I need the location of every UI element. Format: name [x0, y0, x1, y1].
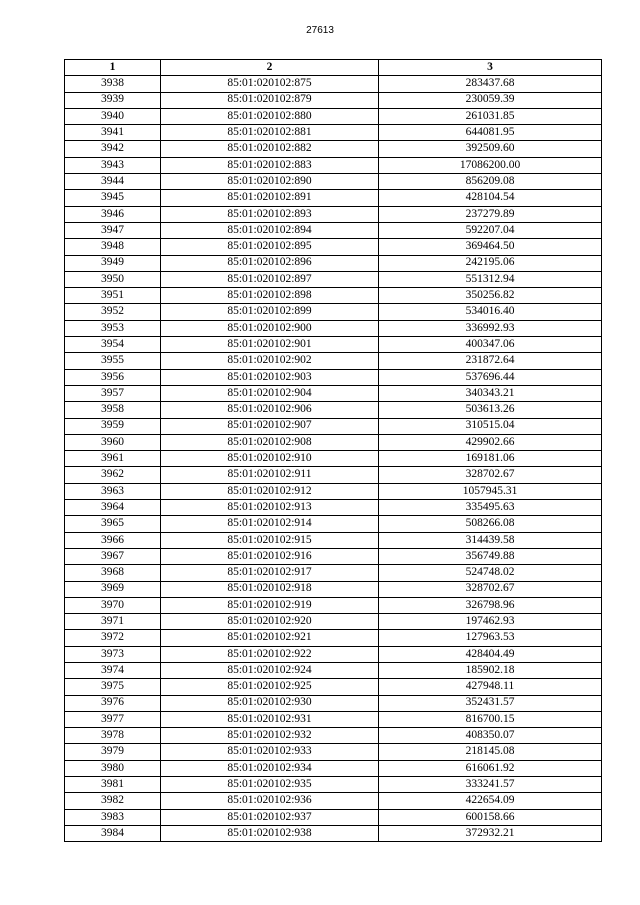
cadastral-number-cell: 85:01:020102:920: [161, 614, 379, 630]
cadastral-number-cell: 85:01:020102:897: [161, 271, 379, 287]
table-row: [65, 597, 602, 613]
row-number-cell: 3964: [65, 500, 161, 516]
table-row: [65, 809, 602, 825]
row-number-cell: 3947: [65, 222, 161, 238]
row-number-cell: 3949: [65, 255, 161, 271]
value-cell: 408350.07: [379, 728, 602, 744]
table-row: [65, 255, 602, 271]
value-cell: 600158.66: [379, 809, 602, 825]
table-row: [65, 630, 602, 646]
cadastral-number-cell: 85:01:020102:919: [161, 597, 379, 613]
cadastral-number-cell: 85:01:020102:915: [161, 532, 379, 548]
row-number-cell: 3944: [65, 174, 161, 190]
cadastral-number-cell: 85:01:020102:916: [161, 548, 379, 564]
table-row: [65, 744, 602, 760]
value-cell: 429902.66: [379, 434, 602, 450]
cadastral-number-cell: 85:01:020102:932: [161, 728, 379, 744]
cadastral-number-cell: 85:01:020102:902: [161, 353, 379, 369]
row-number-cell: 3956: [65, 369, 161, 385]
table-row: [65, 385, 602, 401]
row-number-cell: 3941: [65, 125, 161, 141]
cadastral-number-cell: 85:01:020102:936: [161, 793, 379, 809]
cadastral-number-cell: 85:01:020102:912: [161, 483, 379, 499]
table-row: [65, 728, 602, 744]
row-number-cell: 3951: [65, 288, 161, 304]
column-header-1: 1: [65, 60, 161, 76]
value-cell: 261031.85: [379, 108, 602, 124]
cadastral-number-cell: 85:01:020102:903: [161, 369, 379, 385]
row-number-cell: 3957: [65, 385, 161, 401]
cadastral-number-cell: 85:01:020102:925: [161, 679, 379, 695]
cadastral-number-cell: 85:01:020102:931: [161, 711, 379, 727]
table-row: [65, 467, 602, 483]
table-row: [65, 548, 602, 564]
row-number-cell: 3970: [65, 597, 161, 613]
table-row: [65, 141, 602, 157]
row-number-cell: 3938: [65, 76, 161, 92]
table-row: [65, 581, 602, 597]
table-row: [65, 777, 602, 793]
row-number-cell: 3976: [65, 695, 161, 711]
value-cell: 503613.26: [379, 402, 602, 418]
table-row: [65, 271, 602, 287]
value-cell: 400347.06: [379, 337, 602, 353]
row-number-cell: 3968: [65, 565, 161, 581]
table-row: [65, 402, 602, 418]
value-cell: 422654.09: [379, 793, 602, 809]
table-row: [65, 516, 602, 532]
row-number-cell: 3979: [65, 744, 161, 760]
cadastral-number-cell: 85:01:020102:898: [161, 288, 379, 304]
cadastral-number-cell: 85:01:020102:937: [161, 809, 379, 825]
cadastral-number-cell: 85:01:020102:930: [161, 695, 379, 711]
table-row: [65, 418, 602, 434]
cadastral-number-cell: 85:01:020102:895: [161, 239, 379, 255]
table-row: [65, 825, 602, 841]
cadastral-number-cell: 85:01:020102:899: [161, 304, 379, 320]
row-number-cell: 3945: [65, 190, 161, 206]
value-cell: 427948.11: [379, 679, 602, 695]
cadastral-number-cell: 85:01:020102:904: [161, 385, 379, 401]
cadastral-number-cell: 85:01:020102:934: [161, 760, 379, 776]
row-number-cell: 3983: [65, 809, 161, 825]
page-number: 27613: [306, 25, 334, 36]
header-row: [65, 60, 602, 76]
table-row: [65, 353, 602, 369]
cadastral-number-cell: 85:01:020102:935: [161, 777, 379, 793]
cadastral-number-cell: 85:01:020102:921: [161, 630, 379, 646]
row-number-cell: 3961: [65, 451, 161, 467]
value-cell: 310515.04: [379, 418, 602, 434]
table-row: [65, 695, 602, 711]
table-row: [65, 614, 602, 630]
value-cell: 283437.68: [379, 76, 602, 92]
row-number-cell: 3973: [65, 646, 161, 662]
table-row: [65, 646, 602, 662]
cadastral-number-cell: 85:01:020102:882: [161, 141, 379, 157]
cadastral-number-cell: 85:01:020102:933: [161, 744, 379, 760]
table-row: [65, 565, 602, 581]
row-number-cell: 3974: [65, 662, 161, 678]
table-row: [65, 451, 602, 467]
table-row: [65, 206, 602, 222]
cadastral-number-cell: 85:01:020102:917: [161, 565, 379, 581]
value-cell: 644081.95: [379, 125, 602, 141]
value-cell: 218145.08: [379, 744, 602, 760]
cadastral-number-cell: 85:01:020102:883: [161, 157, 379, 173]
row-number-cell: 3982: [65, 793, 161, 809]
value-cell: 230059.39: [379, 92, 602, 108]
cadastral-number-cell: 85:01:020102:875: [161, 76, 379, 92]
table-row: [65, 760, 602, 776]
row-number-cell: 3963: [65, 483, 161, 499]
cadastral-number-cell: 85:01:020102:893: [161, 206, 379, 222]
table-row: [65, 288, 602, 304]
cadastral-number-cell: 85:01:020102:924: [161, 662, 379, 678]
cadastral-number-cell: 85:01:020102:911: [161, 467, 379, 483]
table-row: [65, 483, 602, 499]
cadastral-number-cell: 85:01:020102:908: [161, 434, 379, 450]
value-cell: 352431.57: [379, 695, 602, 711]
row-number-cell: 3952: [65, 304, 161, 320]
value-cell: 428104.54: [379, 190, 602, 206]
row-number-cell: 3965: [65, 516, 161, 532]
value-cell: 508266.08: [379, 516, 602, 532]
cadastral-number-cell: 85:01:020102:880: [161, 108, 379, 124]
table-row: [65, 125, 602, 141]
table-row: [65, 157, 602, 173]
value-cell: 335495.63: [379, 500, 602, 516]
table-body: [65, 76, 602, 842]
cadastral-number-cell: 85:01:020102:881: [161, 125, 379, 141]
cadastral-number-cell: 85:01:020102:890: [161, 174, 379, 190]
row-number-cell: 3942: [65, 141, 161, 157]
row-number-cell: 3955: [65, 353, 161, 369]
row-number-cell: 3950: [65, 271, 161, 287]
row-number-cell: 3940: [65, 108, 161, 124]
row-number-cell: 3984: [65, 825, 161, 841]
cadastral-number-cell: 85:01:020102:901: [161, 337, 379, 353]
value-cell: 537696.44: [379, 369, 602, 385]
value-cell: 333241.57: [379, 777, 602, 793]
value-cell: 17086200.00: [379, 157, 602, 173]
table-row: [65, 532, 602, 548]
value-cell: 392509.60: [379, 141, 602, 157]
value-cell: 169181.06: [379, 451, 602, 467]
value-cell: 231872.64: [379, 353, 602, 369]
cadastral-number-cell: 85:01:020102:907: [161, 418, 379, 434]
table-row: [65, 793, 602, 809]
table-row: [65, 711, 602, 727]
table-row: [65, 679, 602, 695]
table-row: [65, 239, 602, 255]
value-cell: 127963.53: [379, 630, 602, 646]
row-number-cell: 3960: [65, 434, 161, 450]
row-number-cell: 3959: [65, 418, 161, 434]
data-table: [64, 59, 602, 842]
row-number-cell: 3975: [65, 679, 161, 695]
value-cell: 592207.04: [379, 222, 602, 238]
value-cell: 551312.94: [379, 271, 602, 287]
row-number-cell: 3954: [65, 337, 161, 353]
cadastral-number-cell: 85:01:020102:918: [161, 581, 379, 597]
cadastral-number-cell: 85:01:020102:896: [161, 255, 379, 271]
table-row: [65, 76, 602, 92]
row-number-cell: 3980: [65, 760, 161, 776]
table-row: [65, 92, 602, 108]
value-cell: 816700.15: [379, 711, 602, 727]
value-cell: 616061.92: [379, 760, 602, 776]
cadastral-number-cell: 85:01:020102:906: [161, 402, 379, 418]
value-cell: 242195.06: [379, 255, 602, 271]
row-number-cell: 3977: [65, 711, 161, 727]
cadastral-number-cell: 85:01:020102:891: [161, 190, 379, 206]
value-cell: 524748.02: [379, 565, 602, 581]
table-row: [65, 500, 602, 516]
table-row: [65, 304, 602, 320]
row-number-cell: 3972: [65, 630, 161, 646]
table-header: [65, 60, 602, 76]
table-row: [65, 190, 602, 206]
cadastral-number-cell: 85:01:020102:938: [161, 825, 379, 841]
value-cell: 534016.40: [379, 304, 602, 320]
value-cell: 856209.08: [379, 174, 602, 190]
value-cell: 237279.89: [379, 206, 602, 222]
value-cell: 185902.18: [379, 662, 602, 678]
value-cell: 197462.93: [379, 614, 602, 630]
value-cell: 314439.58: [379, 532, 602, 548]
row-number-cell: 3971: [65, 614, 161, 630]
value-cell: 336992.93: [379, 320, 602, 336]
row-number-cell: 3953: [65, 320, 161, 336]
table-row: [65, 320, 602, 336]
cadastral-number-cell: 85:01:020102:900: [161, 320, 379, 336]
value-cell: 369464.50: [379, 239, 602, 255]
row-number-cell: 3981: [65, 777, 161, 793]
cadastral-number-cell: 85:01:020102:914: [161, 516, 379, 532]
value-cell: 372932.21: [379, 825, 602, 841]
cadastral-number-cell: 85:01:020102:910: [161, 451, 379, 467]
table-row: [65, 108, 602, 124]
table-row: [65, 174, 602, 190]
row-number-cell: 3978: [65, 728, 161, 744]
value-cell: 428404.49: [379, 646, 602, 662]
value-cell: 326798.96: [379, 597, 602, 613]
table-row: [65, 662, 602, 678]
table-row: [65, 337, 602, 353]
value-cell: 350256.82: [379, 288, 602, 304]
value-cell: 1057945.31: [379, 483, 602, 499]
row-number-cell: 3948: [65, 239, 161, 255]
cadastral-number-cell: 85:01:020102:922: [161, 646, 379, 662]
column-header-3: 3: [379, 60, 602, 76]
row-number-cell: 3958: [65, 402, 161, 418]
column-header-2: 2: [161, 60, 379, 76]
row-number-cell: 3946: [65, 206, 161, 222]
cadastral-number-cell: 85:01:020102:879: [161, 92, 379, 108]
row-number-cell: 3943: [65, 157, 161, 173]
table-row: [65, 222, 602, 238]
value-cell: 340343.21: [379, 385, 602, 401]
table-row: [65, 434, 602, 450]
value-cell: 356749.88: [379, 548, 602, 564]
table-row: [65, 369, 602, 385]
row-number-cell: 3967: [65, 548, 161, 564]
cadastral-number-cell: 85:01:020102:894: [161, 222, 379, 238]
value-cell: 328702.67: [379, 581, 602, 597]
value-cell: 328702.67: [379, 467, 602, 483]
row-number-cell: 3966: [65, 532, 161, 548]
row-number-cell: 3969: [65, 581, 161, 597]
row-number-cell: 3939: [65, 92, 161, 108]
cadastral-number-cell: 85:01:020102:913: [161, 500, 379, 516]
row-number-cell: 3962: [65, 467, 161, 483]
